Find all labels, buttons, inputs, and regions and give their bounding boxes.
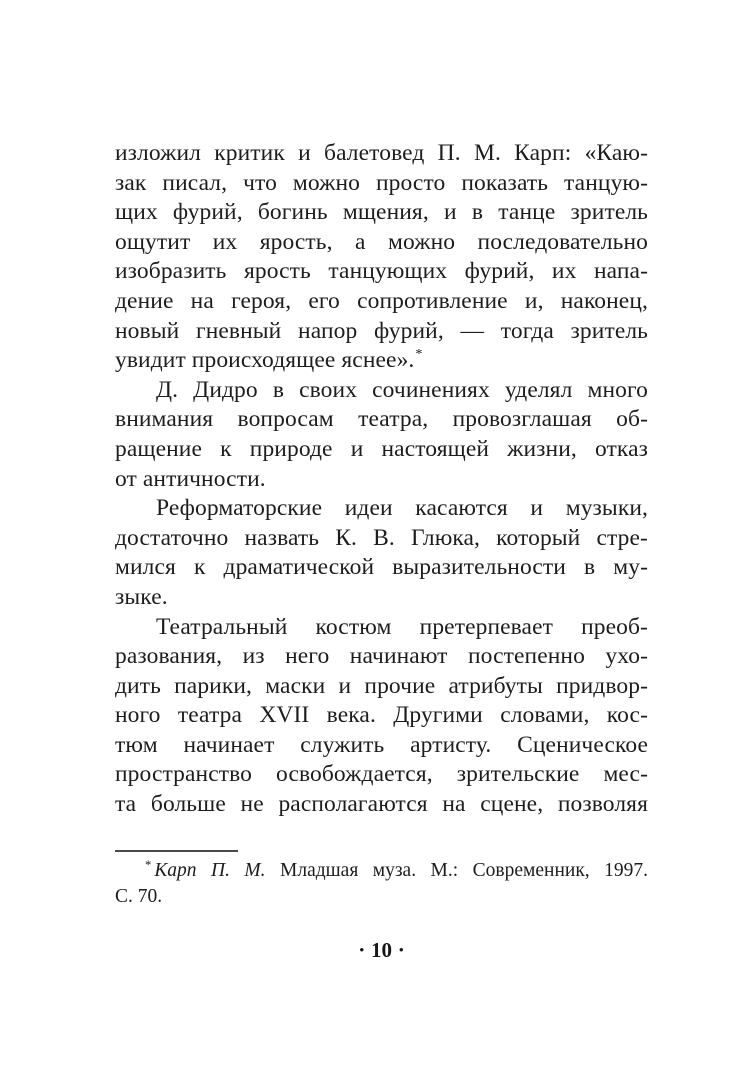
text-line: дение на героя, его сопротивление и, наконец,: [115, 287, 648, 314]
text-line-fragment: увидит происходящее яснее».: [115, 347, 415, 374]
text-line: та больше не располагаются на сцене, позволяя: [115, 791, 648, 818]
text-line: изложил критик и балетовед П. М. Карп: «Каю-: [115, 140, 648, 166]
page-number-dot-left: •: [359, 942, 364, 957]
text-line: ращение к природе и настоящей жизни, отказ: [115, 435, 648, 462]
text-line: щих фурий, богинь мщения, и в танце зритель: [115, 199, 648, 226]
paragraph: [115, 139, 648, 376]
footnote-line: [115, 858, 648, 884]
text-line: ощутит их ярость, а можно последовательно: [115, 228, 648, 255]
footnote-text: Младшая муза. М.: Современник, 1997.: [280, 860, 649, 881]
page-number-dot-right: •: [399, 942, 404, 957]
text-line: разования, из него начинают постепенно ухо-: [115, 643, 648, 670]
paragraph: [115, 376, 648, 494]
text-line: зак писал, что можно просто показать танцую-: [115, 169, 648, 196]
footnote: [115, 858, 648, 909]
text-line: Театральный костюм претерпевает преоб-: [156, 613, 648, 640]
footnote-author: Карп П. М.: [154, 860, 266, 881]
paragraph: [115, 494, 648, 612]
footnote-marker-asterisk: *: [145, 857, 152, 872]
body-text: [115, 139, 648, 820]
text-line: внимания вопросам театра, провозглашая об-: [115, 406, 648, 433]
page-number-value: 10: [371, 938, 392, 962]
footnote-line: С. 70.: [115, 885, 163, 907]
text-line: Д. Дидро в своих сочинениях уделял много: [156, 376, 648, 403]
paragraph: [115, 613, 648, 820]
text-line: достаточно назвать К. В. Глюка, который стре-: [115, 524, 648, 551]
text-line: [115, 346, 648, 376]
text-line: мился к драматической выразительности в му-: [115, 554, 648, 581]
footnote-reference-asterisk: *: [415, 346, 423, 363]
footnote-divider-rule: [115, 850, 238, 852]
text-line: тюм начинает служить артисту. Сценическое: [115, 731, 648, 758]
text-line: пространство освобождается, зрительские мес-: [115, 761, 648, 788]
text-line: Реформаторские идеи касаются и музыки,: [156, 495, 648, 522]
text-line: от античности.: [115, 465, 266, 492]
text-line: новый гневный напор фурий, — тогда зритель: [115, 317, 648, 344]
page-number: [115, 936, 648, 964]
text-line: зыке.: [115, 583, 168, 610]
text-line: дить парики, маски и прочие атрибуты придвор-: [115, 672, 648, 699]
text-line: изобразить ярость танцующих фурий, их напа-: [115, 258, 648, 285]
text-line: ного театра XVII века. Другими словами, кос-: [115, 702, 648, 729]
